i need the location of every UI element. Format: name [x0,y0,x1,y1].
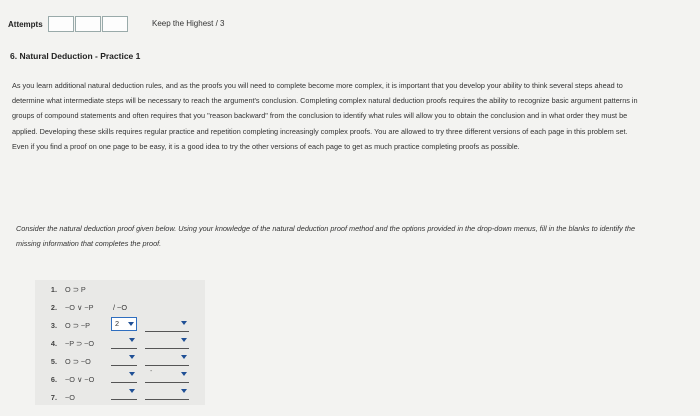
attempts-label: Attempts [8,19,43,29]
keep-highest-label: Keep the Highest / 3 [152,19,225,28]
dash-separator: - [150,368,153,375]
line-number: 6. [50,374,57,384]
proof-line-1 [35,281,86,297]
chevron-down-icon [181,338,187,342]
chevron-down-icon [129,372,135,376]
line-ref-dropdown-6[interactable] [111,368,137,383]
line-formula: O ⊃ ~P [65,320,90,330]
proof-line-7 [35,389,75,405]
line-ref-dropdown-5[interactable] [111,351,137,366]
proof-line-2 [35,299,93,315]
intro-paragraph: As you learn additional natural deduction rules, and as the proofs you will need to complete become more complex, it is important that you develop your ability to think several steps ahead to determine what intermediate steps will be necessary to reach the argument's conclusion. Completing complex natural deduction proofs requires the ability to recognize basic argument patterns in groups of compound statements and often requires that you "reason backward" from the conclusion to identify what rules will allow you to obtain the conclusion and in what order they must be applied. Developing these skills requires regular practice and repetition completing increasingly complex proofs. You are allowed to try three different versions of each page in this problem set. Even if you find a proof on one page to be easy, it is a good idea to try the other versions of each page to get as much practice completing proofs as possible. [12,81,638,151]
rule-dropdown-4[interactable] [145,334,189,349]
conclusion-marker: / ~O [113,303,127,312]
instructions-paragraph: Consider the natural deduction proof given below. Using your knowledge of the natural deduction proof method and the options provided in the drop-down menus, fill in the blanks to identify the missing information that completes the proof. [16,224,636,248]
line-ref-dropdown-3[interactable] [111,317,137,331]
attempt-box-3[interactable] [102,16,128,32]
line-formula: ~O [65,392,75,402]
rule-dropdown-3[interactable] [145,317,189,332]
chevron-down-icon [181,321,187,325]
section-title: 6. Natural Deduction - Practice 1 [10,51,141,61]
line-formula: ~P ⊃ ~O [65,338,95,348]
rule-dropdown-7[interactable] [145,385,189,400]
chevron-down-icon [129,389,135,393]
line-formula: ~O ∨ ~P [65,302,94,312]
line-number: 3. [50,320,57,330]
line-number: 5. [50,356,57,366]
line-number: 7. [50,392,57,402]
attempt-box-2[interactable] [75,16,101,32]
rule-dropdown-5[interactable] [145,351,189,366]
proof-line-6 [35,371,94,387]
chevron-down-icon [129,355,135,359]
line-formula: ~O ∨ ~O [65,374,95,384]
line-formula: O ⊃ ~O [65,356,91,366]
line-ref-dropdown-7[interactable] [111,385,137,400]
proof-line-3 [35,317,90,333]
attempt-box-1[interactable] [48,16,74,32]
proof-line-4 [35,335,94,351]
chevron-down-icon [181,372,187,376]
chevron-down-icon [129,338,135,342]
line-ref-value: 2 [115,319,120,328]
chevron-down-icon [128,322,134,326]
chevron-down-icon [181,389,187,393]
line-formula: O ⊃ P [65,284,86,294]
line-number: 4. [50,338,57,348]
attempts-bar [8,15,128,33]
line-number: 2. [50,302,57,312]
line-ref-dropdown-4[interactable] [111,334,137,349]
line-number: 1. [50,284,57,294]
proof-line-5 [35,353,91,369]
chevron-down-icon [181,355,187,359]
